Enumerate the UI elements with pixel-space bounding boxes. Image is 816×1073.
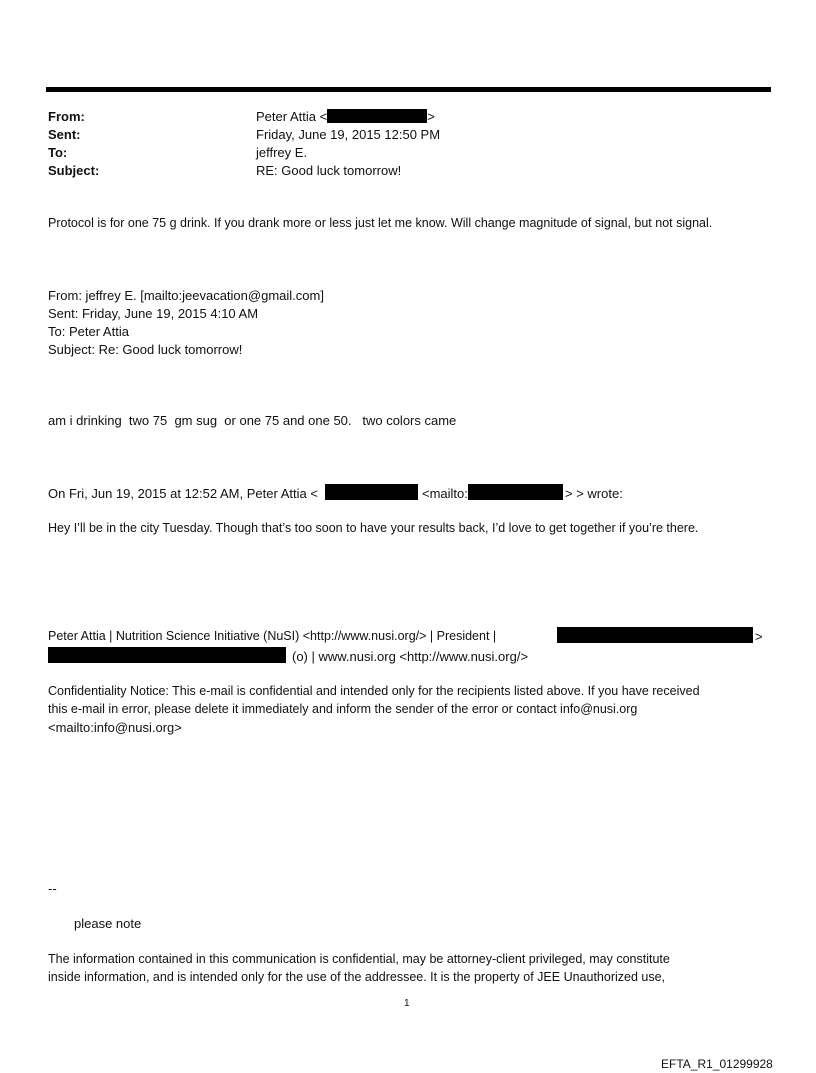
page-number: 1 — [404, 998, 410, 1009]
disclaimer-line-1: The information contained in this communication is confidential, may be attorney-client privileged, may constitute — [48, 952, 670, 966]
reply-text: Protocol is for one 75 g drink. If you drank more or less just let me know. Will change magnitude of signal, but not signal. — [48, 216, 713, 230]
subject-label: Subject: — [48, 163, 100, 178]
quoted-to: To: Peter Attia — [48, 324, 129, 339]
redacted-email — [327, 109, 427, 123]
from-value — [256, 108, 435, 125]
hey-line: Hey I’ll be in the city Tuesday. Though that’s too soon to have your results back, I’d love to get together if you’re there. — [48, 521, 699, 535]
sent-value: Friday, June 19, 2015 12:50 PM — [256, 127, 441, 142]
redacted-email — [468, 484, 563, 500]
quoted-from: From: jeffrey E. [mailto:jeevacation@gmail.com] — [48, 288, 324, 303]
to-value: jeffrey E. — [256, 145, 308, 160]
redacted-phone — [48, 647, 286, 663]
subject-value: RE: Good luck tomorrow! — [256, 163, 402, 178]
redacted-contact — [557, 627, 753, 643]
sent-label: Sent: — [48, 127, 81, 142]
confidentiality-line-2: this e-mail in error, please delete it immediately and inform the sender of the error or contact info@nusi.org — [48, 702, 638, 716]
quoted-message: am i drinking two 75 gm sug or one 75 and one 50. two colors came — [48, 413, 457, 428]
dashes: -- — [48, 881, 57, 896]
from-close: > — [427, 109, 435, 124]
on-line-start: On Fri, Jun 19, 2015 at 12:52 AM, Peter Attia < — [48, 486, 318, 501]
quoted-subject: Subject: Re: Good luck tomorrow! — [48, 342, 243, 357]
header-rule — [46, 87, 771, 92]
from-name: Peter Attia < — [256, 109, 328, 124]
quoted-sent: Sent: Friday, June 19, 2015 4:10 AM — [48, 306, 259, 321]
disclaimer-line-2: inside information, and is intended only for the use of the addressee. It is the property of JEE Unauthorized use, — [48, 970, 666, 984]
please-note: please note — [74, 916, 142, 931]
to-label: To: — [48, 145, 68, 160]
confidentiality-line-1: Confidentiality Notice: This e-mail is confidential and intended only for the recipients listed above. If you have received — [48, 684, 700, 698]
signature-line-1-end: > — [755, 629, 763, 644]
from-label: From: — [48, 109, 85, 124]
on-line-mailto: <mailto: — [422, 486, 468, 501]
confidentiality-line-3: <mailto:info@nusi.org> — [48, 720, 182, 735]
redacted-email — [325, 484, 418, 500]
signature-line-1: Peter Attia | Nutrition Science Initiative (NuSI) <http://www.nusi.org/> | President | — [48, 629, 497, 643]
signature-line-2: (o) | www.nusi.org <http://www.nusi.org/> — [292, 649, 529, 664]
document-id: EFTA_R1_01299928 — [661, 1057, 773, 1071]
on-line-wrote: > > wrote: — [565, 486, 623, 501]
